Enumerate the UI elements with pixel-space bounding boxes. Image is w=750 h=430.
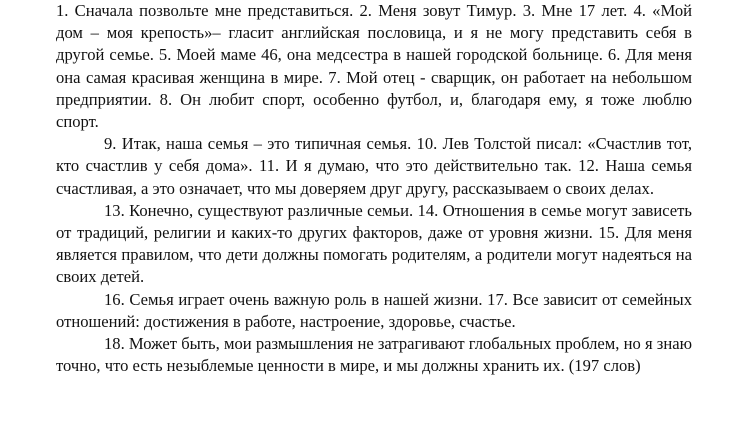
paragraph-family-role: 16. Семья играет очень важную роль в нашей жизни. 17. Все зависит от семейных отношений: достижения в работе, настроение, здоровье, счастье. — [56, 289, 692, 331]
paragraph-intro: 1. Сначала позвольте мне представиться. 2. Меня зовут Тимур. 3. Мне 17 лет. 4. «Мой дом – моя крепость»– гласит английская пословица, и я не могу представить себя в другой семье. 5. Моей маме 46, она медсестра в нашей городской больнице. 6. Для меня она самая красивая женщина в мире. 7. Мой отец - сварщик, он работает на небольшом предприятии. 8. Он любит спорт, особенно футбол, и, благодаря ему, я тоже люблю спорт. — [56, 1, 692, 132]
paragraph-conclusion: 18. Может быть, мои размышления не затрагивают глобальных проблем, но я знаю точно, что есть незыблемые ценности в мире, и мы должны хранить их. (197 слов) — [56, 334, 692, 376]
paragraph-typical-family: 9. Итак, наша семья – это типичная семья. 10. Лев Толстой писал: «Счастлив тот, кто счастлив у себя дома». 11. И я думаю, что это действительно так. 12. Наша семья счастливая, а это означает, что мы доверяем друг другу, рассказываем о своих делах. — [56, 134, 692, 198]
paragraph-different-families: 13. Конечно, существуют различные семьи. 14. Отношения в семье могут зависеть от традиций, религии и каких-то других факторов, даже от уровня жизни. 15. Для меня является правилом, что дети должны помогать родителям, а родители могут надеяться на своих детей. — [56, 200, 692, 287]
